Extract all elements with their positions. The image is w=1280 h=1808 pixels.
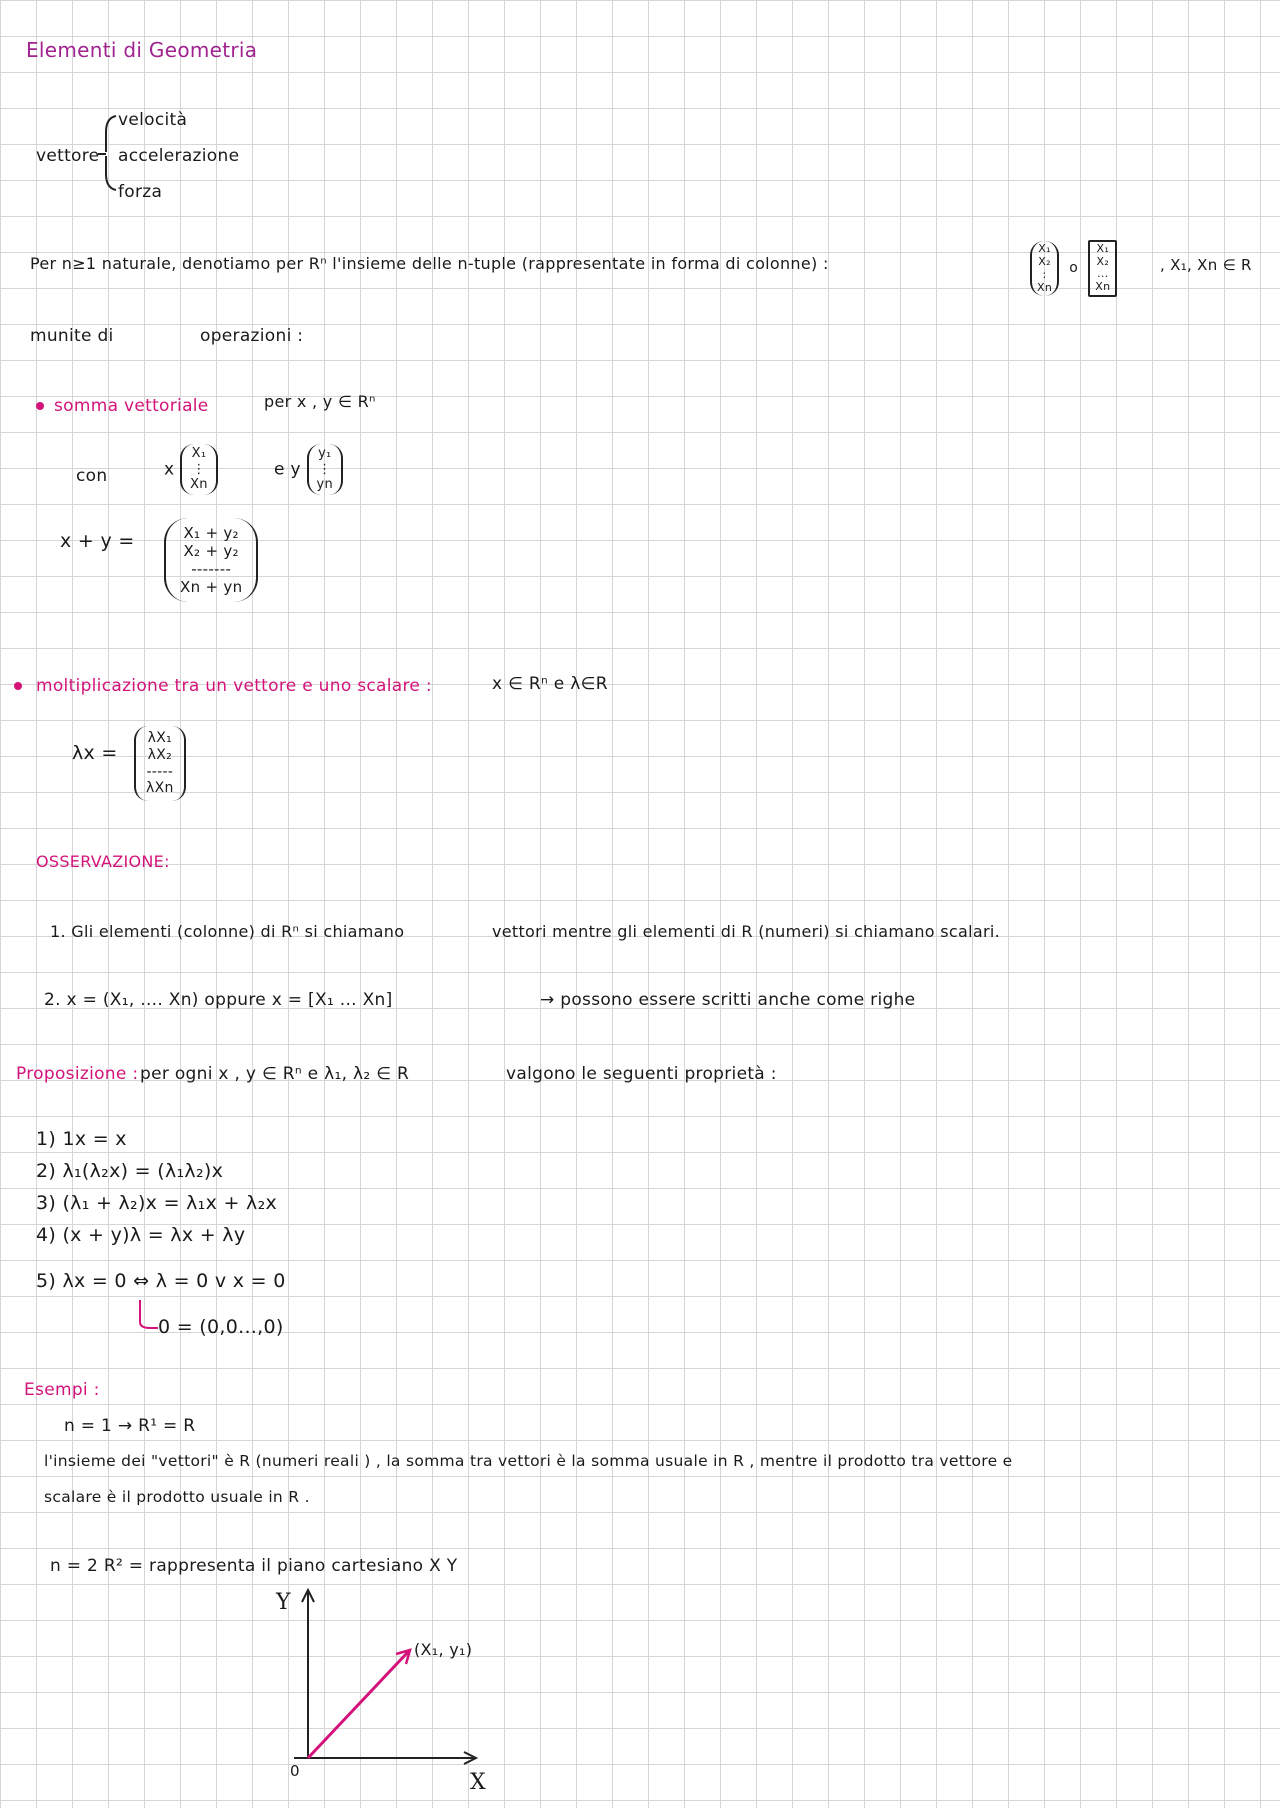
brace-icon — [96, 112, 120, 194]
esempi-n1: n = 1 → R¹ = R — [64, 1416, 196, 1436]
molt-heading-row — [14, 676, 432, 696]
esempi-n2: n = 2 R² = rappresenta il piano cartesiano X Y — [50, 1556, 458, 1576]
somma-cond: per x , y ∈ Rⁿ — [264, 392, 376, 411]
vector-line — [308, 1652, 408, 1758]
molt-vector: λX₁ λX₂ ----- λXn — [134, 726, 186, 801]
vettore-item: velocità — [118, 110, 188, 130]
oss-item: vettori mentre gli elementi di R (numeri) si chiamano scalari. — [492, 922, 1000, 941]
prop-item: 2) λ₁(λ₂x) = (λ₁λ₂)x — [36, 1160, 224, 1182]
vettore-item: forza — [118, 182, 163, 202]
somma-heading: somma vettoriale — [54, 396, 209, 416]
con-label: con — [76, 466, 108, 486]
sum-vector: X₁ + y₂ X₂ + y₂ ------- Xn + yn — [164, 518, 258, 602]
esempi-heading: Esempi : — [24, 1380, 100, 1400]
molt-lhs: λx = — [72, 742, 118, 764]
intro-tail: , X₁, Xn ∈ R — [1160, 256, 1252, 274]
prop-item: 1) 1x = x — [36, 1128, 127, 1150]
intro-line: operazioni : — [200, 326, 304, 346]
point-label: (X₁, y₁) — [414, 1640, 473, 1659]
somma-heading-row — [36, 396, 209, 416]
esempi-text: scalare è il prodotto usuale in R . — [44, 1488, 310, 1506]
bullet-icon — [36, 402, 44, 410]
oss-item: → possono essere scritti anche come righe — [540, 990, 916, 1010]
esempi-text: l'insieme dei "vettori" è R (numeri reali ) , la somma tra vettori è la somma usuale in R , mentre il prodotto tra vettore e — [44, 1452, 1013, 1470]
hook-arrow-icon — [136, 1298, 160, 1334]
y-axis-label: Y — [276, 1590, 291, 1615]
prop-tail: valgono le seguenti proprietà : — [506, 1064, 777, 1084]
intro-line: munite di — [30, 326, 114, 346]
molt-heading: moltiplicazione tra un vettore e uno scalare : — [36, 676, 432, 696]
prop-heading: Proposizione : — [16, 1064, 139, 1084]
x-vector: x X₁ ⋮ Xn — [164, 444, 218, 495]
sum-label: x + y = — [60, 530, 135, 552]
oss-heading: OSSERVAZIONE: — [36, 852, 170, 871]
page-title: Elementi di Geometria — [26, 38, 258, 62]
intro-line: Per n≥1 naturale, denotiamo per Rⁿ l'insieme delle n-tuple (rappresentate in forma di colonne) : — [30, 254, 829, 273]
prop-item: 5) λx = 0 ⇔ λ = 0 v x = 0 — [36, 1270, 286, 1292]
oss-item: 1. Gli elementi (colonne) di Rⁿ si chiamano — [50, 922, 405, 941]
prop-item: 3) (λ₁ + λ₂)x = λ₁x + λ₂x — [36, 1192, 278, 1214]
y-vector: e y y₁ ⋮ yn — [274, 444, 343, 495]
prop-item: 4) (x + y)λ = λx + λy — [36, 1224, 246, 1246]
origin-label: 0 — [290, 1762, 300, 1780]
tuple-notation: X₁ X₂ : Xn o X₁ X₂ ... Xn — [1030, 240, 1117, 297]
zero-vector: 0 = (0,0...,0) — [158, 1316, 284, 1338]
bullet-icon — [14, 682, 22, 690]
molt-cond: x ∈ Rⁿ e λ∈R — [492, 674, 608, 694]
x-axis-label: X — [470, 1770, 486, 1795]
oss-item: 2. x = (X₁, .... Xn) oppure x = [X₁ ... Xn] — [44, 990, 393, 1010]
prop-text: per ogni x , y ∈ Rⁿ e λ₁, λ₂ ∈ R — [140, 1064, 410, 1084]
vettore-item: accelerazione — [118, 146, 240, 166]
vettore-label: vettore — [36, 146, 100, 166]
